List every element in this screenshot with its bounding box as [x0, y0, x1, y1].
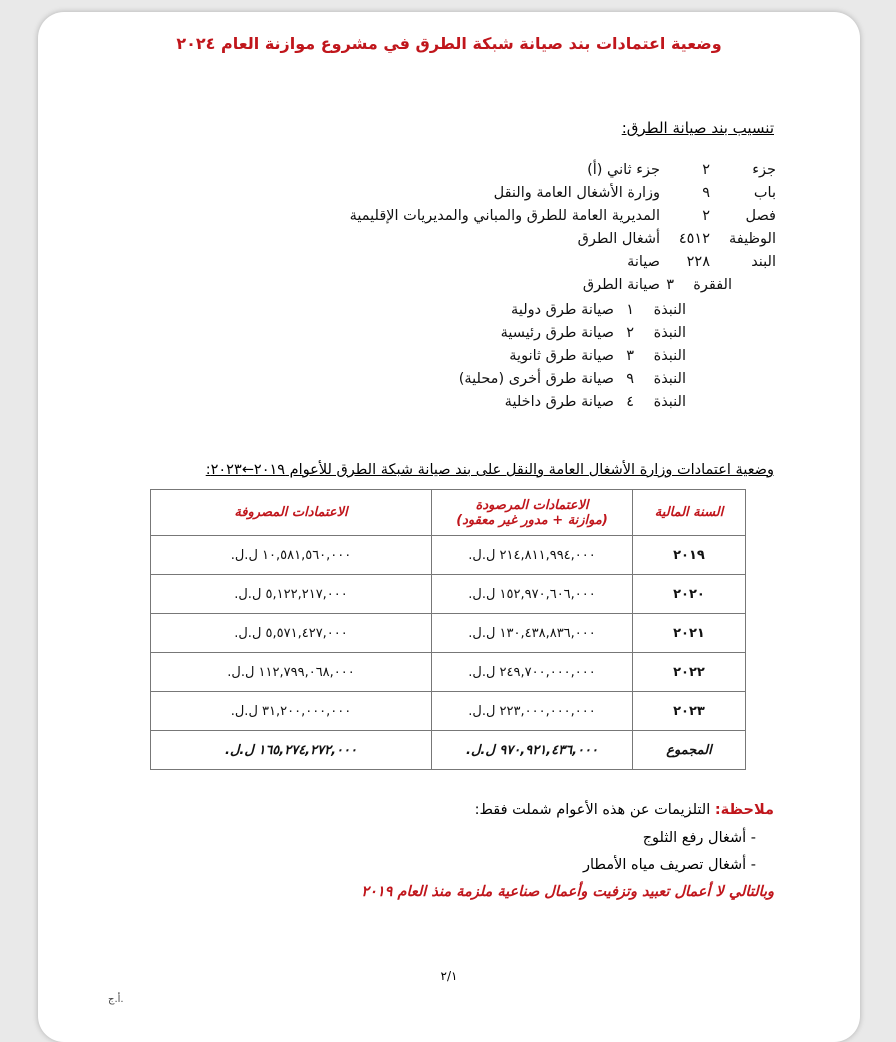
cell-allocated: ١٥٢,٩٧٠,٦٠٦,٠٠٠ ل.ل.	[432, 575, 633, 614]
note-text: التلزيمات عن هذه الأعوام شملت فقط:	[474, 802, 711, 818]
cell-year: ٢٠٢٠	[633, 575, 746, 614]
row-number: ٣	[666, 277, 674, 293]
cell-total-spent: ١٦٥,٢٧٤,٢٧٢,٠٠٠ ل.ل.	[151, 731, 432, 770]
sub-item-row	[38, 348, 860, 370]
cell-spent: ١١٢,٧٩٩,٠٦٨,٠٠٠ ل.ل.	[151, 653, 432, 692]
item-text: صيانة طرق دولية	[511, 302, 614, 318]
cell-spent: ٣١,٢٠٠,٠٠٠,٠٠٠ ل.ل.	[151, 692, 432, 731]
document-page	[38, 12, 860, 1042]
cell-allocated: ٢١٤,٨١١,٩٩٤,٠٠٠ ل.ل.	[432, 536, 633, 575]
classification-row	[38, 162, 860, 184]
item-number: ٩	[626, 371, 634, 387]
table-total-row	[151, 731, 746, 770]
item-label: النبذة	[653, 348, 686, 364]
cell-year: ٢٠١٩	[633, 536, 746, 575]
row-label: فصل	[745, 208, 776, 224]
item-number: ١	[626, 302, 634, 318]
classification-row	[38, 254, 860, 276]
row-number: ٢٢٨	[686, 254, 710, 270]
sub-item-row	[38, 302, 860, 324]
cell-spent: ١٠,٥٨١,٥٦٠,٠٠٠ ل.ل.	[151, 536, 432, 575]
item-number: ٤	[626, 394, 634, 410]
cell-spent: ٥,٥٧١,٤٢٧,٠٠٠ ل.ل.	[151, 614, 432, 653]
table-header-row	[151, 490, 746, 536]
author-initials: أ.ج.	[108, 994, 124, 1005]
row-number: ٢	[702, 208, 710, 224]
classification-row	[38, 231, 860, 253]
cell-year: ٢٠٢١	[633, 614, 746, 653]
item-label: النبذة	[653, 394, 686, 410]
row-label: الوظيفة	[729, 231, 776, 247]
item-number: ٣	[626, 348, 634, 364]
row-label: البند	[751, 254, 776, 270]
item-text: صيانة طرق أخرى (محلية)	[458, 371, 614, 387]
conclusion-text: وبالتالي لا أعمال تعبيد وتزفيت وأعمال صناعية ملزمة منذ العام ٢٠١٩	[361, 884, 774, 900]
sub-item-row	[38, 325, 860, 347]
item-text: صيانة طرق داخلية	[504, 394, 614, 410]
cell-allocated: ٢٤٩,٧٠٠,٠٠٠,٠٠٠ ل.ل.	[432, 653, 633, 692]
classification-heading: تنسيب بند صيانة الطرق:	[621, 119, 774, 137]
cell-spent: ٥,١٢٢,٢١٧,٠٠٠ ل.ل.	[151, 575, 432, 614]
row-number: ٢	[702, 162, 710, 178]
item-label: النبذة	[653, 325, 686, 341]
appropriations-heading: وضعية اعتمادات وزارة الأشغال العامة والنقل على بند صيانة شبكة الطرق للأعوام ٢٠١٩←٢٠٢٣:	[205, 462, 774, 478]
row-label: جزء	[752, 162, 776, 178]
document-title: وضعية اعتمادات بند صيانة شبكة الطرق في مشروع موازنة العام ٢٠٢٤	[176, 34, 722, 53]
row-text: صيانة الطرق	[582, 277, 660, 293]
table-row	[151, 536, 746, 575]
table-row	[151, 575, 746, 614]
appropriations-table	[150, 489, 746, 770]
row-number: ٤٥١٢	[678, 231, 710, 247]
item-label: النبذة	[653, 371, 686, 387]
item-number: ٢	[626, 325, 634, 341]
table-row	[151, 692, 746, 731]
sub-item-row	[38, 394, 860, 416]
row-text: وزارة الأشغال العامة والنقل	[493, 185, 660, 201]
note-item: - أشغال تصريف مياه الأمطار	[583, 857, 756, 873]
row-text: المديرية العامة للطرق والمباني والمديريات الإقليمية	[349, 208, 660, 224]
header-allocated	[432, 490, 633, 536]
header-allocated-line1: الاعتمادات المرصودة	[475, 497, 589, 513]
cell-allocated: ١٣٠,٤٣٨,٨٣٦,٠٠٠ ل.ل.	[432, 614, 633, 653]
row-number: ٩	[702, 185, 710, 201]
cell-year: ٢٠٢٣	[633, 692, 746, 731]
header-allocated-line2: (موازنة + مدور غير معقود)	[456, 512, 608, 528]
table-row	[151, 614, 746, 653]
note-label: ملاحظة:	[714, 802, 774, 818]
cell-year: ٢٠٢٢	[633, 653, 746, 692]
item-label: النبذة	[653, 302, 686, 318]
row-label: الفقرة	[693, 277, 732, 293]
note	[475, 802, 774, 818]
cell-allocated: ٢٢٣,٠٠٠,٠٠٠,٠٠٠ ل.ل.	[432, 692, 633, 731]
row-text: صيانة	[627, 254, 660, 270]
classification-row	[38, 208, 860, 230]
classification-row	[38, 277, 860, 299]
table-row	[151, 653, 746, 692]
row-text: أشغال الطرق	[577, 231, 660, 247]
row-text: جزء ثاني (أ)	[587, 162, 660, 178]
cell-total-allocated: ٩٧٠,٩٢١,٤٣٦,٠٠٠ ل.ل.	[432, 731, 633, 770]
item-text: صيانة طرق رئيسية	[500, 325, 614, 341]
cell-total-label: المجموع	[633, 731, 746, 770]
row-label: باب	[753, 185, 776, 201]
header-year: السنة المالية	[633, 490, 746, 536]
sub-item-row	[38, 371, 860, 393]
note-item: - أشغال رفع الثلوج	[642, 830, 756, 846]
item-text: صيانة طرق ثانوية	[509, 348, 614, 364]
page-number: ٢/١	[440, 969, 458, 983]
classification-row	[38, 185, 860, 207]
header-spent: الاعتمادات المصروفة	[151, 490, 432, 536]
